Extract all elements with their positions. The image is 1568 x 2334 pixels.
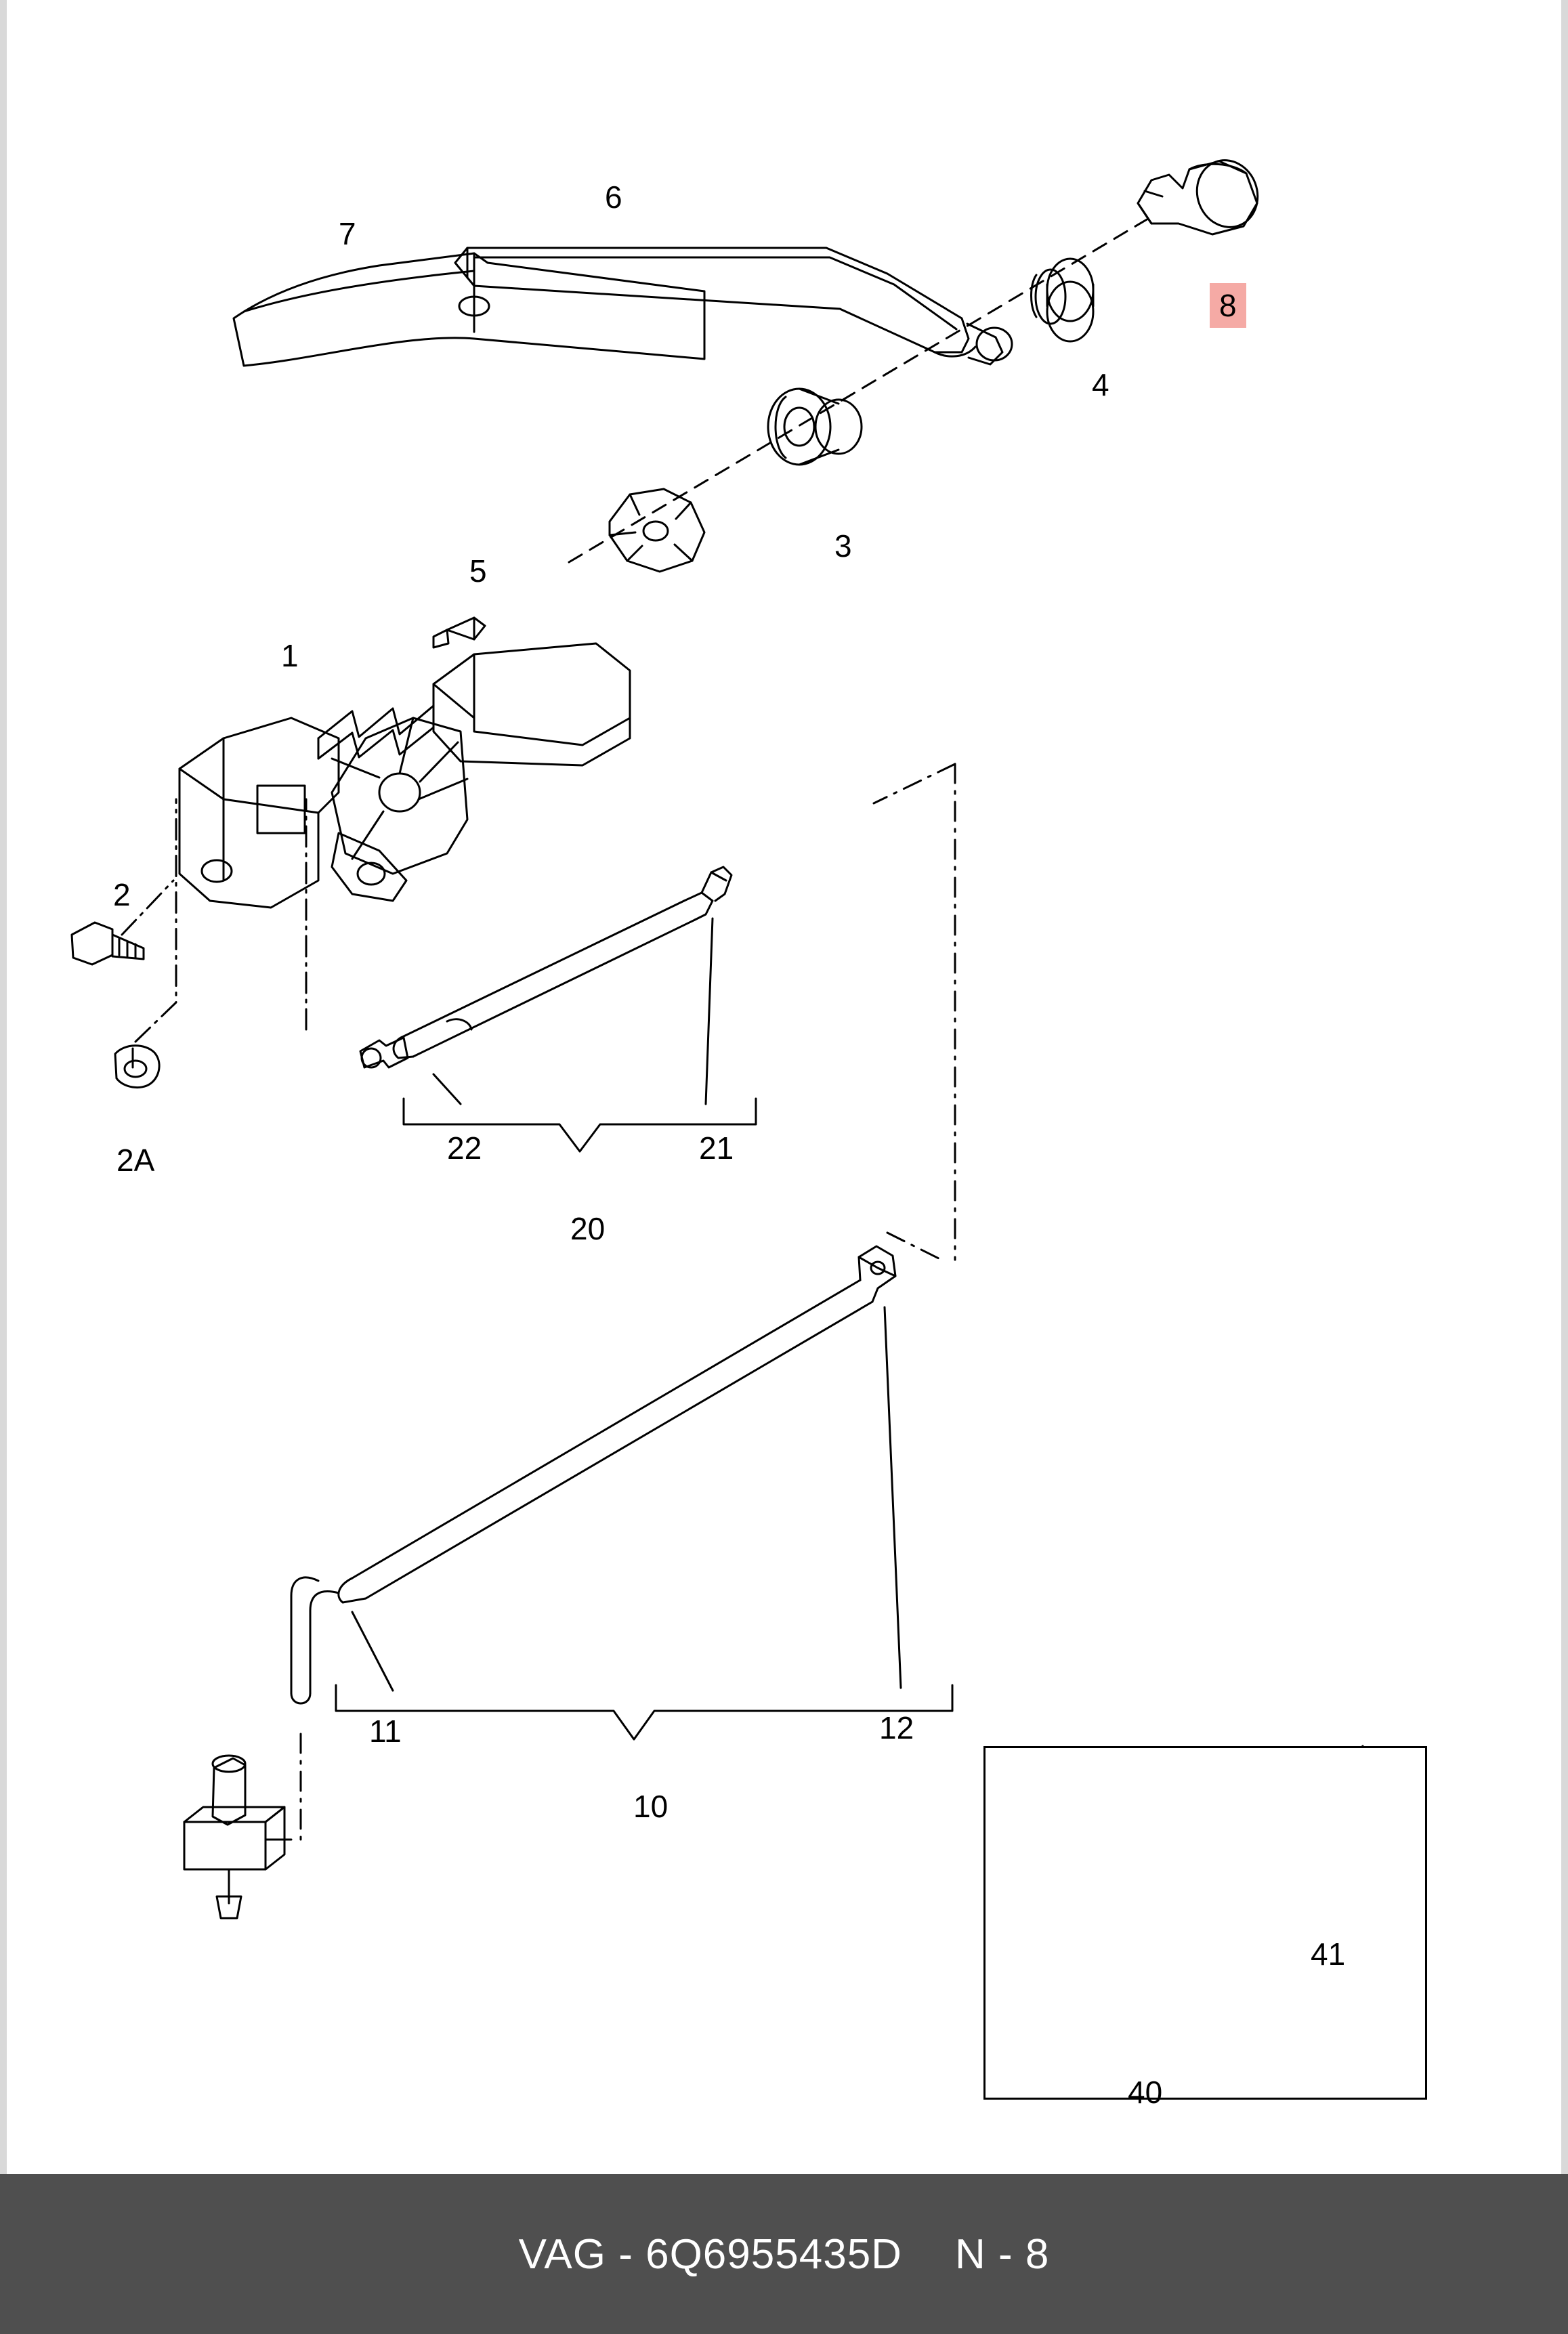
part-hose-10 xyxy=(291,1246,895,1703)
hose-route-dashdot xyxy=(301,764,955,1842)
callout-20: 20 xyxy=(570,1211,606,1246)
leader-dashdot xyxy=(122,799,306,1042)
callout-5: 5 xyxy=(469,553,487,589)
leaders-10 xyxy=(352,1307,901,1691)
part-pin xyxy=(433,618,485,648)
callout-2a: 2A xyxy=(116,1143,155,1178)
callout-4: 4 xyxy=(1092,367,1109,402)
part-bushing xyxy=(768,389,862,465)
part-cap xyxy=(1138,152,1267,236)
part-bolt xyxy=(72,922,144,964)
part-number-label: VAG - 6Q6955435D xyxy=(518,2230,902,2278)
part-hose-20 xyxy=(360,867,732,1067)
leaders-20 xyxy=(433,918,713,1104)
part-wiper-blade xyxy=(234,253,704,366)
part-grommet xyxy=(115,1046,159,1088)
callout-1: 1 xyxy=(281,638,299,673)
callout-3: 3 xyxy=(834,528,852,564)
callout-2: 2 xyxy=(113,877,131,912)
bracket-10 xyxy=(336,1685,952,1739)
section-label: N - 8 xyxy=(954,2230,1050,2278)
assembly-axis xyxy=(569,217,1151,562)
part-wiper-arm xyxy=(455,248,1012,364)
callout-40: 40 xyxy=(1128,2075,1163,2110)
callout-7: 7 xyxy=(339,216,356,251)
detail-box xyxy=(983,1746,1427,2100)
callout-6: 6 xyxy=(605,179,622,215)
callout-12: 12 xyxy=(879,1710,914,1745)
callout-11: 11 xyxy=(369,1714,402,1749)
footer-bar xyxy=(0,2174,1568,2334)
part-nut-washer xyxy=(1032,259,1094,341)
callout-22: 22 xyxy=(447,1130,482,1166)
part-wiper-motor xyxy=(179,643,630,908)
callout-21: 21 xyxy=(699,1130,734,1166)
footer-content xyxy=(519,2230,1050,2278)
callout-41: 41 xyxy=(1311,1936,1346,1972)
part-washer-pump xyxy=(184,1756,291,1918)
callout-10: 10 xyxy=(633,1789,669,1824)
callout-8-highlighted: 8 xyxy=(1210,283,1246,328)
